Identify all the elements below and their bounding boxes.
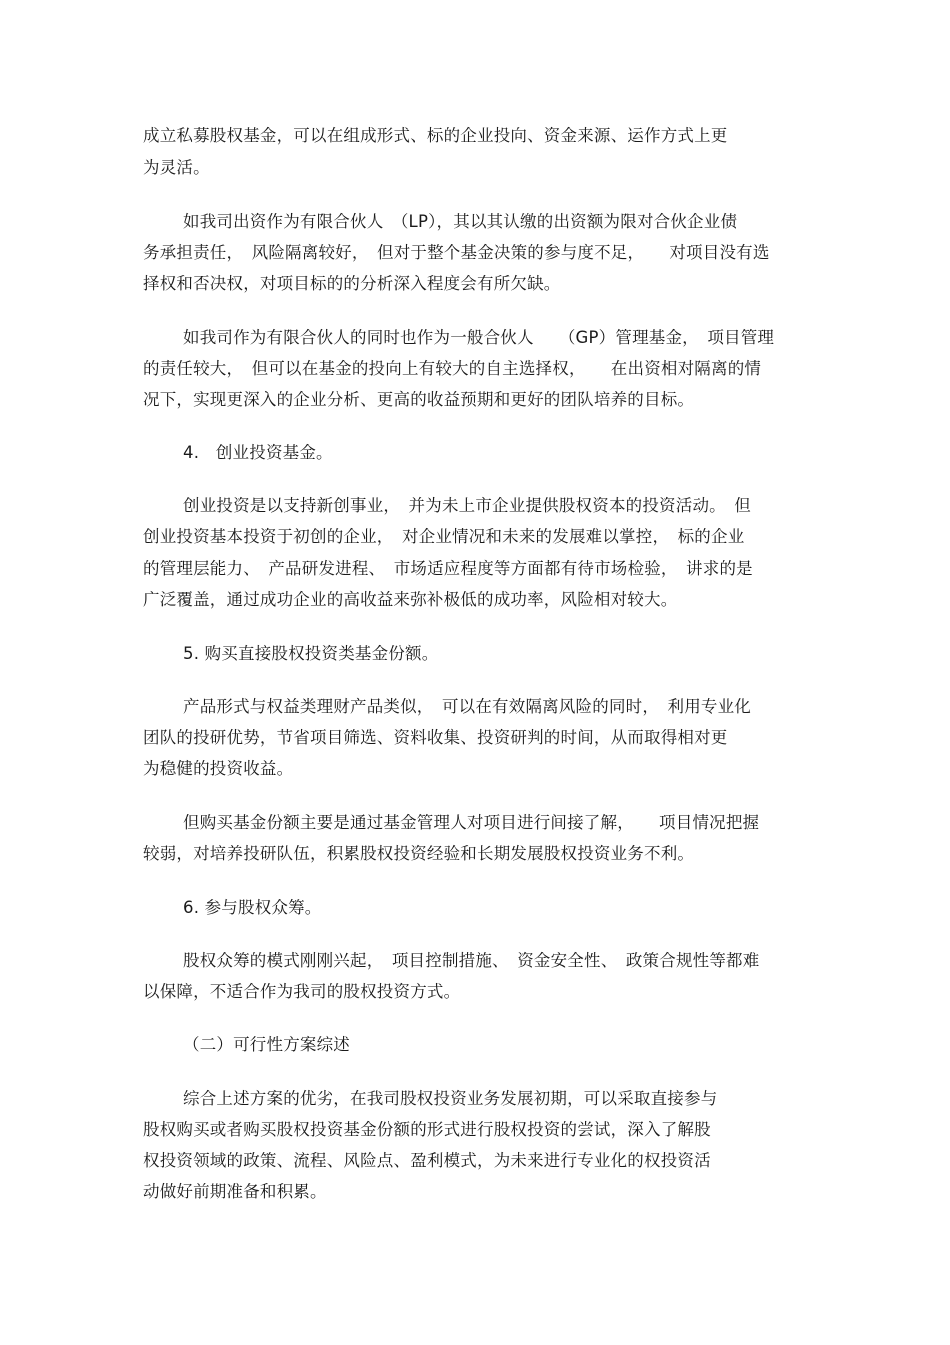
paragraph-line: 创业投资基本投资于初创的企业， 对企业情况和未来的发展难以掌控， 标的企业 — [143, 527, 745, 546]
section-heading: 4. 创业投资基金。 — [183, 443, 333, 462]
section-heading: 6. 参与股权众筹。 — [183, 898, 322, 917]
paragraph-line: 的管理层能力、 产品研发进程、 市场适应程度等方面都有待市场检验， 讲求的是 — [143, 559, 753, 578]
paragraph-line: 以保障，不适合作为我司的股权投资方式。 — [143, 982, 461, 1001]
paragraph-line: 综合上述方案的优劣，在我司股权投资业务发展初期，可以采取直接参与 — [183, 1089, 718, 1108]
paragraph-line: 动做好前期准备和积累。 — [143, 1182, 327, 1201]
paragraph-line: 权投资领域的政策、流程、风险点、盈利模式，为未来进行专业化的权投资活 — [143, 1151, 711, 1170]
paragraph-line: 为稳健的投资收益。 — [143, 759, 294, 778]
paragraph-line: 成立私募股权基金，可以在组成形式、标的企业投向、资金来源、运作方式上更 — [143, 126, 728, 145]
paragraph-line: 如我司作为有限合伙人的同时也作为一般合伙人 （GP）管理基金， 项目管理 — [183, 328, 775, 347]
paragraph-line: 如我司出资作为有限合伙人 （LP），其以其认缴的出资额为限对合伙企业债 — [183, 212, 738, 231]
section-heading: （二）可行性方案综述 — [183, 1035, 350, 1054]
paragraph-line: 广泛覆盖，通过成功企业的高收益来弥补极低的成功率，风险相对较大。 — [143, 590, 678, 609]
paragraph-line: 况下，实现更深入的企业分析、更高的收益预期和更好的团队培养的目标。 — [143, 390, 695, 409]
paragraph-line: 的责任较大， 但可以在基金的投向上有较大的自主选择权， 在出资相对隔离的情 — [143, 359, 762, 378]
section-heading: 5. 购买直接股权投资类基金份额。 — [183, 644, 439, 663]
paragraph-line: 产品形式与权益类理财产品类似， 可以在有效隔离风险的同时， 利用专业化 — [183, 697, 751, 716]
paragraph-line: 团队的投研优势，节省项目筛选、资料收集、投资研判的时间，从而取得相对更 — [143, 728, 728, 747]
paragraph-line: 务承担责任， 风险隔离较好， 但对于整个基金决策的参与度不足， 对项目没有选 — [143, 243, 770, 262]
paragraph-line: 股权众筹的模式刚刚兴起， 项目控制措施、 资金安全性、 政策合规性等都难 — [183, 951, 760, 970]
paragraph-line: 股权购买或者购买股权投资基金份额的形式进行股权投资的尝试，深入了解股 — [143, 1120, 711, 1139]
paragraph-line: 择权和否决权，对项目标的的分析深入程度会有所欠缺。 — [143, 274, 561, 293]
paragraph-line: 但购买基金份额主要是通过基金管理人对项目进行间接了解， 项目情况把握 — [183, 813, 760, 832]
paragraph-line: 为灵活。 — [143, 158, 210, 177]
paragraph-line: 较弱，对培养投研队伍，积累股权投资经验和长期发展股权投资业务不利。 — [143, 844, 695, 863]
paragraph-line: 创业投资是以支持新创事业， 并为未上市企业提供股权资本的投资活动。 但 — [183, 496, 751, 515]
